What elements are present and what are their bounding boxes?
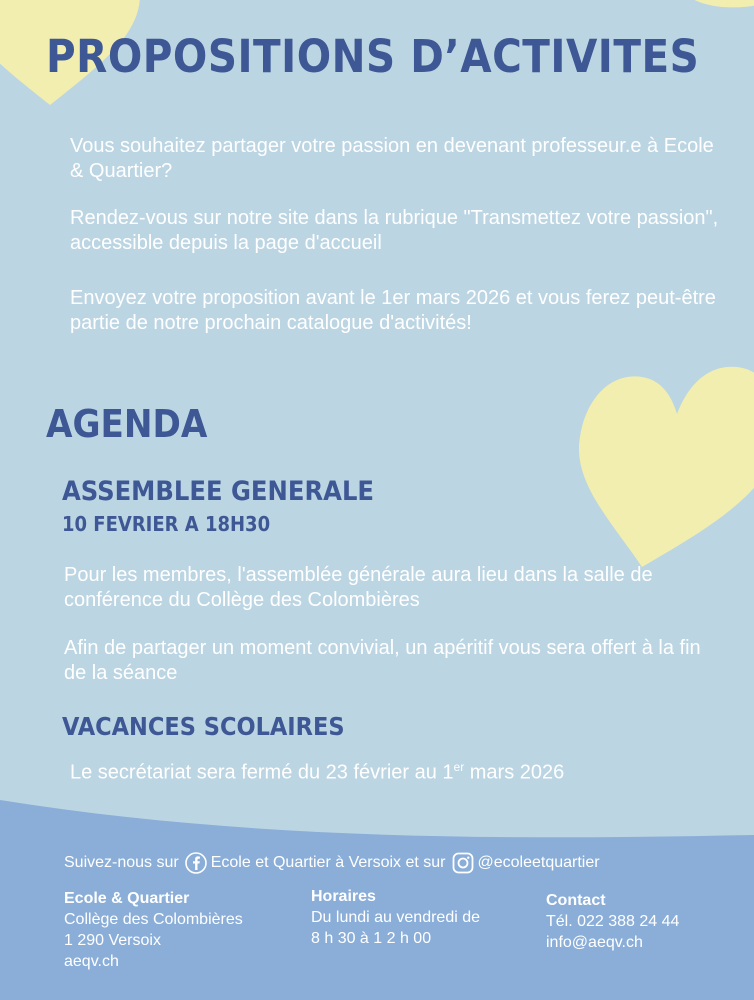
vacances-text-b: mars 2026 <box>464 761 565 784</box>
hours-line-2: 8 h 30 à 1 2 h 00 <box>311 930 432 947</box>
facebook-name[interactable]: Ecole et Quartier à Versoix et sur <box>210 854 446 871</box>
footer-contact <box>546 890 679 953</box>
address-line-1: Collège des Colombières <box>64 911 243 928</box>
website-link[interactable]: aeqv.ch <box>64 953 119 970</box>
vacances-text-a: Le secrétariat sera fermé du 23 février au 1 <box>70 761 454 784</box>
contact-email[interactable]: info@aeqv.ch <box>546 934 643 951</box>
hours-heading: Horaires <box>311 888 376 905</box>
intro-paragraph-1: Vous souhaitez partager votre passion en devenant professeur.e à Ecole & Quartier? <box>70 135 714 182</box>
hours-line-1: Du lundi au vendredi de <box>311 909 481 926</box>
assemblee-title: ASSEMBLEE GENERALE <box>62 476 375 507</box>
address-heading: Ecole & Quartier <box>64 890 190 907</box>
instagram-icon[interactable] <box>452 852 474 874</box>
vacances-text <box>70 755 710 786</box>
footer-address <box>64 888 243 972</box>
social-follow-line <box>64 852 600 874</box>
heart-decoration-top-right <box>680 0 754 15</box>
address-line-2: 1 290 Versoix <box>64 932 161 949</box>
facebook-icon[interactable] <box>185 852 207 874</box>
contact-heading: Contact <box>546 892 606 909</box>
assemblee-paragraph-1: Pour les membres, l'assemblée générale aura lieu dans la salle de conférence du Collège des Colombières <box>64 564 653 611</box>
vacances-text-sup: er <box>453 760 465 774</box>
agenda-title: AGENDA <box>46 402 208 446</box>
footer-hours <box>311 886 480 949</box>
intro-paragraph-2: Rendez-vous sur notre site dans la rubrique "Transmettez votre passion", accessible depuis la page d'accueil <box>70 207 719 254</box>
assemblee-paragraph-2: Afin de partager un moment convivial, un apéritif vous sera offert à la fin de la séance <box>64 637 701 684</box>
heart-decoration-right <box>572 352 754 572</box>
intro-paragraph-3: Envoyez votre proposition avant le 1er mars 2026 et vous ferez peut-être partie de notre prochain catalogue d'activités! <box>70 287 716 334</box>
contact-phone[interactable]: Tél. 022 388 24 44 <box>546 913 680 930</box>
assemblee-date: 10 FEVRIER A 18H30 <box>62 512 271 536</box>
vacances-title: VACANCES SCOLAIRES <box>62 712 345 741</box>
instagram-handle[interactable]: @ecoleetquartier <box>477 854 600 871</box>
follow-prefix: Suivez-nous sur <box>64 854 179 871</box>
page-title: PROPOSITIONS D’ACTIVITES <box>46 30 700 83</box>
